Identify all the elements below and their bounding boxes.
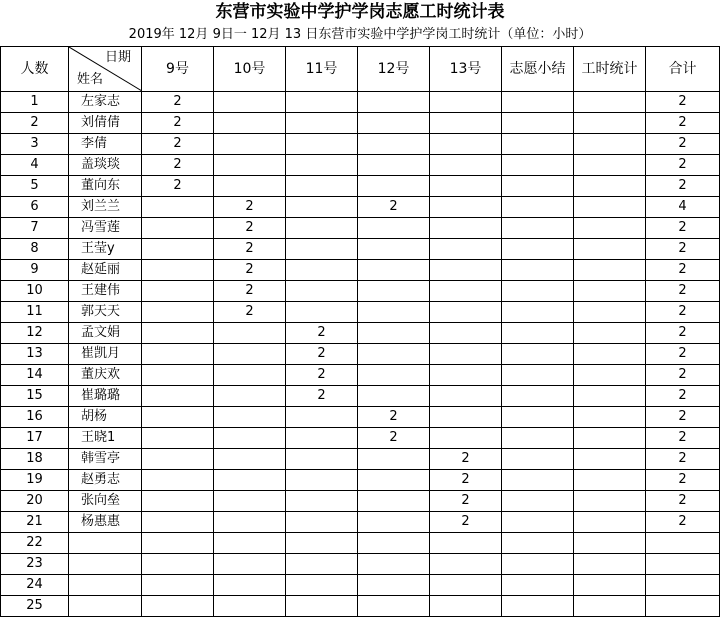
day-9-cell[interactable] — [142, 365, 214, 386]
day-12-cell[interactable] — [358, 323, 430, 344]
table-row — [1, 596, 720, 617]
summary-cell[interactable] — [502, 155, 574, 176]
day-13-cell[interactable] — [430, 428, 502, 449]
table-row — [1, 386, 720, 407]
day-10-cell[interactable]: 2 — [214, 218, 286, 239]
day-12-cell[interactable] — [358, 155, 430, 176]
hours-stat-cell[interactable] — [574, 575, 646, 596]
hours-stat-cell[interactable] — [574, 92, 646, 113]
day-13-cell[interactable] — [430, 218, 502, 239]
row-number-cell[interactable]: 10 — [1, 281, 69, 302]
table-row — [1, 365, 720, 386]
summary-cell[interactable] — [502, 281, 574, 302]
table-row — [1, 407, 720, 428]
day-10-cell[interactable] — [214, 323, 286, 344]
total-cell[interactable]: 2 — [646, 134, 720, 155]
row-number-cell[interactable]: 22 — [1, 533, 69, 554]
day-10-cell[interactable]: 2 — [214, 281, 286, 302]
day-11-cell[interactable] — [286, 512, 358, 533]
day-12-cell[interactable] — [358, 134, 430, 155]
table-row — [1, 323, 720, 344]
day-9-cell[interactable] — [142, 302, 214, 323]
header-name-label: 姓名 — [77, 72, 104, 87]
row-number-cell[interactable]: 19 — [1, 470, 69, 491]
day-10-cell[interactable]: 2 — [214, 197, 286, 218]
summary-cell[interactable] — [502, 407, 574, 428]
summary-cell[interactable] — [502, 533, 574, 554]
table-row — [1, 218, 720, 239]
name-cell[interactable]: 崔凯月 — [69, 344, 142, 365]
hours-stat-cell[interactable] — [574, 155, 646, 176]
day-12-cell[interactable] — [358, 176, 430, 197]
day-10-cell[interactable] — [214, 176, 286, 197]
day-9-cell[interactable]: 2 — [142, 176, 214, 197]
day-9-cell[interactable] — [142, 197, 214, 218]
day-13-cell[interactable] — [430, 239, 502, 260]
hours-stat-cell[interactable] — [574, 365, 646, 386]
table-row — [1, 260, 720, 281]
day-9-cell[interactable] — [142, 449, 214, 470]
day-12-cell[interactable] — [358, 344, 430, 365]
header-row — [1, 47, 720, 92]
day-13-cell[interactable] — [430, 92, 502, 113]
hours-stat-cell[interactable] — [574, 386, 646, 407]
day-12-cell[interactable] — [358, 575, 430, 596]
day-9-cell[interactable]: 2 — [142, 92, 214, 113]
name-cell[interactable]: 韩雪亭 — [69, 449, 142, 470]
name-cell[interactable] — [69, 554, 142, 575]
day-11-cell[interactable] — [286, 197, 358, 218]
day-12-cell[interactable] — [358, 365, 430, 386]
day-13-cell[interactable] — [430, 575, 502, 596]
table-row — [1, 134, 720, 155]
summary-cell[interactable] — [502, 260, 574, 281]
total-cell[interactable] — [646, 554, 720, 575]
row-number-cell[interactable]: 7 — [1, 218, 69, 239]
summary-cell[interactable] — [502, 428, 574, 449]
day-12-cell[interactable] — [358, 554, 430, 575]
name-cell[interactable]: 崔璐璐 — [69, 386, 142, 407]
day-9-cell[interactable] — [142, 281, 214, 302]
name-cell[interactable]: 刘倩倩 — [69, 113, 142, 134]
header-day-12[interactable]: 12号 — [358, 47, 430, 92]
hours-stat-cell[interactable] — [574, 323, 646, 344]
day-9-cell[interactable] — [142, 407, 214, 428]
day-13-cell[interactable] — [430, 134, 502, 155]
row-number-cell[interactable]: 11 — [1, 302, 69, 323]
day-9-cell[interactable] — [142, 239, 214, 260]
row-number-cell[interactable]: 2 — [1, 113, 69, 134]
day-10-cell[interactable] — [214, 134, 286, 155]
day-9-cell[interactable]: 2 — [142, 113, 214, 134]
day-10-cell[interactable] — [214, 575, 286, 596]
hours-stat-cell[interactable] — [574, 176, 646, 197]
summary-cell[interactable] — [502, 512, 574, 533]
day-9-cell[interactable] — [142, 491, 214, 512]
sheet-title: 东营市实验中学护学岗志愿工时统计表 — [215, 2, 505, 22]
day-10-cell[interactable] — [214, 407, 286, 428]
row-number-cell[interactable]: 23 — [1, 554, 69, 575]
day-13-cell[interactable] — [430, 155, 502, 176]
name-cell[interactable]: 左家志 — [69, 92, 142, 113]
total-cell[interactable]: 2 — [646, 512, 720, 533]
hours-stat-cell[interactable] — [574, 491, 646, 512]
row-number-cell[interactable]: 4 — [1, 155, 69, 176]
day-10-cell[interactable]: 2 — [214, 260, 286, 281]
total-cell[interactable]: 2 — [646, 302, 720, 323]
total-cell[interactable]: 2 — [646, 176, 720, 197]
table-row — [1, 449, 720, 470]
day-11-cell[interactable] — [286, 470, 358, 491]
summary-cell[interactable] — [502, 575, 574, 596]
total-cell[interactable]: 2 — [646, 218, 720, 239]
day-13-cell[interactable] — [430, 260, 502, 281]
hours-stat-cell[interactable] — [574, 533, 646, 554]
total-cell[interactable]: 2 — [646, 428, 720, 449]
day-11-cell[interactable] — [286, 449, 358, 470]
hours-stat-cell[interactable] — [574, 596, 646, 617]
name-cell[interactable] — [69, 533, 142, 554]
day-11-cell[interactable] — [286, 155, 358, 176]
day-9-cell[interactable] — [142, 470, 214, 491]
day-12-cell[interactable] — [358, 533, 430, 554]
header-day-11[interactable]: 11号 — [286, 47, 358, 92]
header-day-9[interactable]: 9号 — [142, 47, 214, 92]
day-13-cell[interactable] — [430, 344, 502, 365]
day-11-cell[interactable]: 2 — [286, 344, 358, 365]
day-13-cell[interactable] — [430, 302, 502, 323]
day-10-cell[interactable] — [214, 386, 286, 407]
total-cell[interactable]: 2 — [646, 386, 720, 407]
row-number-cell[interactable]: 3 — [1, 134, 69, 155]
day-9-cell[interactable] — [142, 344, 214, 365]
day-11-cell[interactable] — [286, 218, 358, 239]
summary-cell[interactable] — [502, 302, 574, 323]
row-number-cell[interactable]: 9 — [1, 260, 69, 281]
day-9-cell[interactable] — [142, 554, 214, 575]
sheet-subtitle: 2019年 12月 9日一 12月 13 日东营市实验中学护学岗工时统计（单位：小时） — [128, 27, 592, 42]
summary-cell[interactable] — [502, 218, 574, 239]
day-10-cell[interactable] — [214, 428, 286, 449]
day-11-cell[interactable]: 2 — [286, 365, 358, 386]
day-13-cell[interactable]: 2 — [430, 512, 502, 533]
table-row — [1, 113, 720, 134]
row-number-cell[interactable]: 14 — [1, 365, 69, 386]
day-9-cell[interactable] — [142, 323, 214, 344]
row-number-cell[interactable]: 20 — [1, 491, 69, 512]
day-12-cell[interactable] — [358, 449, 430, 470]
table-row — [1, 533, 720, 554]
hours-stat-cell[interactable] — [574, 302, 646, 323]
hours-stat-cell[interactable] — [574, 134, 646, 155]
day-11-cell[interactable] — [286, 134, 358, 155]
name-cell[interactable]: 王晓1 — [69, 428, 142, 449]
header-count[interactable]: 人数 — [1, 47, 69, 92]
day-12-cell[interactable] — [358, 386, 430, 407]
name-cell[interactable]: 赵勇志 — [69, 470, 142, 491]
name-cell[interactable]: 杨惠惠 — [69, 512, 142, 533]
total-cell[interactable]: 2 — [646, 344, 720, 365]
summary-cell[interactable] — [502, 554, 574, 575]
header-date-label: 日期 — [104, 50, 131, 65]
row-number-cell[interactable]: 18 — [1, 449, 69, 470]
day-12-cell[interactable] — [358, 113, 430, 134]
table-row — [1, 239, 720, 260]
day-13-cell[interactable] — [430, 554, 502, 575]
total-cell[interactable]: 2 — [646, 281, 720, 302]
header-total[interactable]: 合计 — [646, 47, 720, 92]
day-11-cell[interactable] — [286, 491, 358, 512]
row-number-cell[interactable]: 16 — [1, 407, 69, 428]
name-cell[interactable]: 王建伟 — [69, 281, 142, 302]
table-row — [1, 92, 720, 113]
day-12-cell[interactable] — [358, 92, 430, 113]
name-cell[interactable] — [69, 575, 142, 596]
table-row — [1, 470, 720, 491]
name-cell[interactable]: 郭天天 — [69, 302, 142, 323]
total-cell[interactable] — [646, 596, 720, 617]
day-9-cell[interactable] — [142, 218, 214, 239]
day-11-cell[interactable] — [286, 533, 358, 554]
row-number-cell[interactable]: 13 — [1, 344, 69, 365]
table-row — [1, 344, 720, 365]
day-12-cell[interactable] — [358, 239, 430, 260]
table-row — [1, 575, 720, 596]
day-9-cell[interactable] — [142, 512, 214, 533]
total-cell[interactable]: 2 — [646, 365, 720, 386]
day-13-cell[interactable] — [430, 386, 502, 407]
day-12-cell[interactable] — [358, 218, 430, 239]
day-10-cell[interactable] — [214, 155, 286, 176]
summary-cell[interactable] — [502, 470, 574, 491]
name-cell[interactable]: 胡杨 — [69, 407, 142, 428]
row-number-cell[interactable]: 5 — [1, 176, 69, 197]
summary-cell[interactable] — [502, 239, 574, 260]
day-9-cell[interactable]: 2 — [142, 134, 214, 155]
hours-stat-cell[interactable] — [574, 239, 646, 260]
hours-stat-cell[interactable] — [574, 512, 646, 533]
day-12-cell[interactable] — [358, 470, 430, 491]
day-12-cell[interactable]: 2 — [358, 428, 430, 449]
day-10-cell[interactable] — [214, 533, 286, 554]
day-10-cell[interactable] — [214, 470, 286, 491]
day-13-cell[interactable] — [430, 113, 502, 134]
day-13-cell[interactable]: 2 — [430, 470, 502, 491]
table-row — [1, 197, 720, 218]
row-number-cell[interactable]: 6 — [1, 197, 69, 218]
name-cell[interactable]: 盖琰琰 — [69, 155, 142, 176]
hours-stat-cell[interactable] — [574, 449, 646, 470]
day-13-cell[interactable] — [430, 281, 502, 302]
row-number-cell[interactable]: 25 — [1, 596, 69, 617]
hours-stat-cell[interactable] — [574, 260, 646, 281]
row-number-cell[interactable]: 21 — [1, 512, 69, 533]
row-number-cell[interactable]: 12 — [1, 323, 69, 344]
header-day-10[interactable]: 10号 — [214, 47, 286, 92]
day-11-cell[interactable] — [286, 260, 358, 281]
total-cell[interactable]: 2 — [646, 239, 720, 260]
day-13-cell[interactable] — [430, 407, 502, 428]
total-cell[interactable]: 2 — [646, 260, 720, 281]
day-11-cell[interactable] — [286, 92, 358, 113]
day-11-cell[interactable]: 2 — [286, 323, 358, 344]
day-13-cell[interactable] — [430, 176, 502, 197]
table-row — [1, 428, 720, 449]
day-11-cell[interactable] — [286, 281, 358, 302]
day-10-cell[interactable] — [214, 449, 286, 470]
summary-cell[interactable] — [502, 365, 574, 386]
day-11-cell[interactable] — [286, 596, 358, 617]
day-11-cell[interactable] — [286, 113, 358, 134]
summary-cell[interactable] — [502, 113, 574, 134]
header-day-13[interactable]: 13号 — [430, 47, 502, 92]
row-number-cell[interactable]: 8 — [1, 239, 69, 260]
table-row — [1, 491, 720, 512]
day-11-cell[interactable] — [286, 239, 358, 260]
name-cell[interactable]: 王莹y — [69, 239, 142, 260]
total-cell[interactable]: 2 — [646, 323, 720, 344]
day-9-cell[interactable] — [142, 533, 214, 554]
row-number-cell[interactable]: 24 — [1, 575, 69, 596]
summary-cell[interactable] — [502, 344, 574, 365]
summary-cell[interactable] — [502, 197, 574, 218]
day-10-cell[interactable]: 2 — [214, 302, 286, 323]
name-cell[interactable]: 赵延丽 — [69, 260, 142, 281]
hours-stat-cell[interactable] — [574, 470, 646, 491]
day-13-cell[interactable] — [430, 533, 502, 554]
table-row — [1, 281, 720, 302]
total-cell[interactable]: 2 — [646, 155, 720, 176]
day-10-cell[interactable] — [214, 554, 286, 575]
hours-table — [0, 46, 720, 617]
summary-cell[interactable] — [502, 134, 574, 155]
day-12-cell[interactable]: 2 — [358, 407, 430, 428]
hours-stat-cell[interactable] — [574, 197, 646, 218]
total-cell[interactable]: 2 — [646, 113, 720, 134]
day-10-cell[interactable] — [214, 344, 286, 365]
summary-cell[interactable] — [502, 323, 574, 344]
summary-cell[interactable] — [502, 176, 574, 197]
summary-cell[interactable] — [502, 491, 574, 512]
day-13-cell[interactable] — [430, 323, 502, 344]
name-cell[interactable]: 孟文娟 — [69, 323, 142, 344]
day-10-cell[interactable] — [214, 596, 286, 617]
day-13-cell[interactable] — [430, 197, 502, 218]
header-hours-stat[interactable]: 工时统计 — [574, 47, 646, 92]
day-9-cell[interactable]: 2 — [142, 155, 214, 176]
day-12-cell[interactable] — [358, 260, 430, 281]
hours-stat-cell[interactable] — [574, 344, 646, 365]
day-12-cell[interactable] — [358, 281, 430, 302]
day-10-cell[interactable] — [214, 491, 286, 512]
total-cell[interactable]: 2 — [646, 92, 720, 113]
header-diagonal-cell[interactable] — [69, 47, 142, 92]
name-cell[interactable]: 刘兰兰 — [69, 197, 142, 218]
day-13-cell[interactable] — [430, 596, 502, 617]
day-9-cell[interactable] — [142, 386, 214, 407]
day-11-cell[interactable] — [286, 554, 358, 575]
total-cell[interactable] — [646, 533, 720, 554]
name-cell[interactable]: 李倩 — [69, 134, 142, 155]
table-row — [1, 302, 720, 323]
day-11-cell[interactable] — [286, 176, 358, 197]
day-9-cell[interactable] — [142, 428, 214, 449]
total-cell[interactable]: 2 — [646, 470, 720, 491]
row-number-cell[interactable]: 15 — [1, 386, 69, 407]
name-cell[interactable] — [69, 596, 142, 617]
day-12-cell[interactable] — [358, 491, 430, 512]
day-12-cell[interactable] — [358, 512, 430, 533]
name-cell[interactable]: 董向东 — [69, 176, 142, 197]
name-cell[interactable]: 冯雪莲 — [69, 218, 142, 239]
hours-stat-cell[interactable] — [574, 218, 646, 239]
hours-stat-cell[interactable] — [574, 554, 646, 575]
day-9-cell[interactable] — [142, 260, 214, 281]
day-13-cell[interactable]: 2 — [430, 449, 502, 470]
table-row — [1, 176, 720, 197]
day-11-cell[interactable] — [286, 407, 358, 428]
hours-stat-cell[interactable] — [574, 407, 646, 428]
table-row — [1, 512, 720, 533]
name-cell[interactable]: 张向垒 — [69, 491, 142, 512]
hours-stat-cell[interactable] — [574, 428, 646, 449]
summary-cell[interactable] — [502, 92, 574, 113]
day-9-cell[interactable] — [142, 575, 214, 596]
day-10-cell[interactable]: 2 — [214, 239, 286, 260]
day-13-cell[interactable] — [430, 365, 502, 386]
total-cell[interactable]: 4 — [646, 197, 720, 218]
name-cell[interactable]: 董庆欢 — [69, 365, 142, 386]
table-row — [1, 155, 720, 176]
day-13-cell[interactable]: 2 — [430, 491, 502, 512]
day-11-cell[interactable] — [286, 302, 358, 323]
total-cell[interactable]: 2 — [646, 449, 720, 470]
summary-cell[interactable] — [502, 386, 574, 407]
total-cell[interactable]: 2 — [646, 491, 720, 512]
summary-cell[interactable] — [502, 449, 574, 470]
hours-stat-cell[interactable] — [574, 281, 646, 302]
day-11-cell[interactable]: 2 — [286, 386, 358, 407]
table-row — [1, 554, 720, 575]
row-number-cell[interactable]: 17 — [1, 428, 69, 449]
summary-cell[interactable] — [502, 596, 574, 617]
day-11-cell[interactable] — [286, 575, 358, 596]
hours-stat-cell[interactable] — [574, 113, 646, 134]
total-cell[interactable]: 2 — [646, 407, 720, 428]
day-12-cell[interactable]: 2 — [358, 197, 430, 218]
header-summary[interactable]: 志愿小结 — [502, 47, 574, 92]
day-10-cell[interactable] — [214, 512, 286, 533]
day-11-cell[interactable] — [286, 428, 358, 449]
day-12-cell[interactable] — [358, 596, 430, 617]
day-10-cell[interactable] — [214, 113, 286, 134]
day-9-cell[interactable] — [142, 596, 214, 617]
row-number-cell[interactable]: 1 — [1, 92, 69, 113]
day-12-cell[interactable] — [358, 302, 430, 323]
day-10-cell[interactable] — [214, 365, 286, 386]
total-cell[interactable] — [646, 575, 720, 596]
day-10-cell[interactable] — [214, 92, 286, 113]
